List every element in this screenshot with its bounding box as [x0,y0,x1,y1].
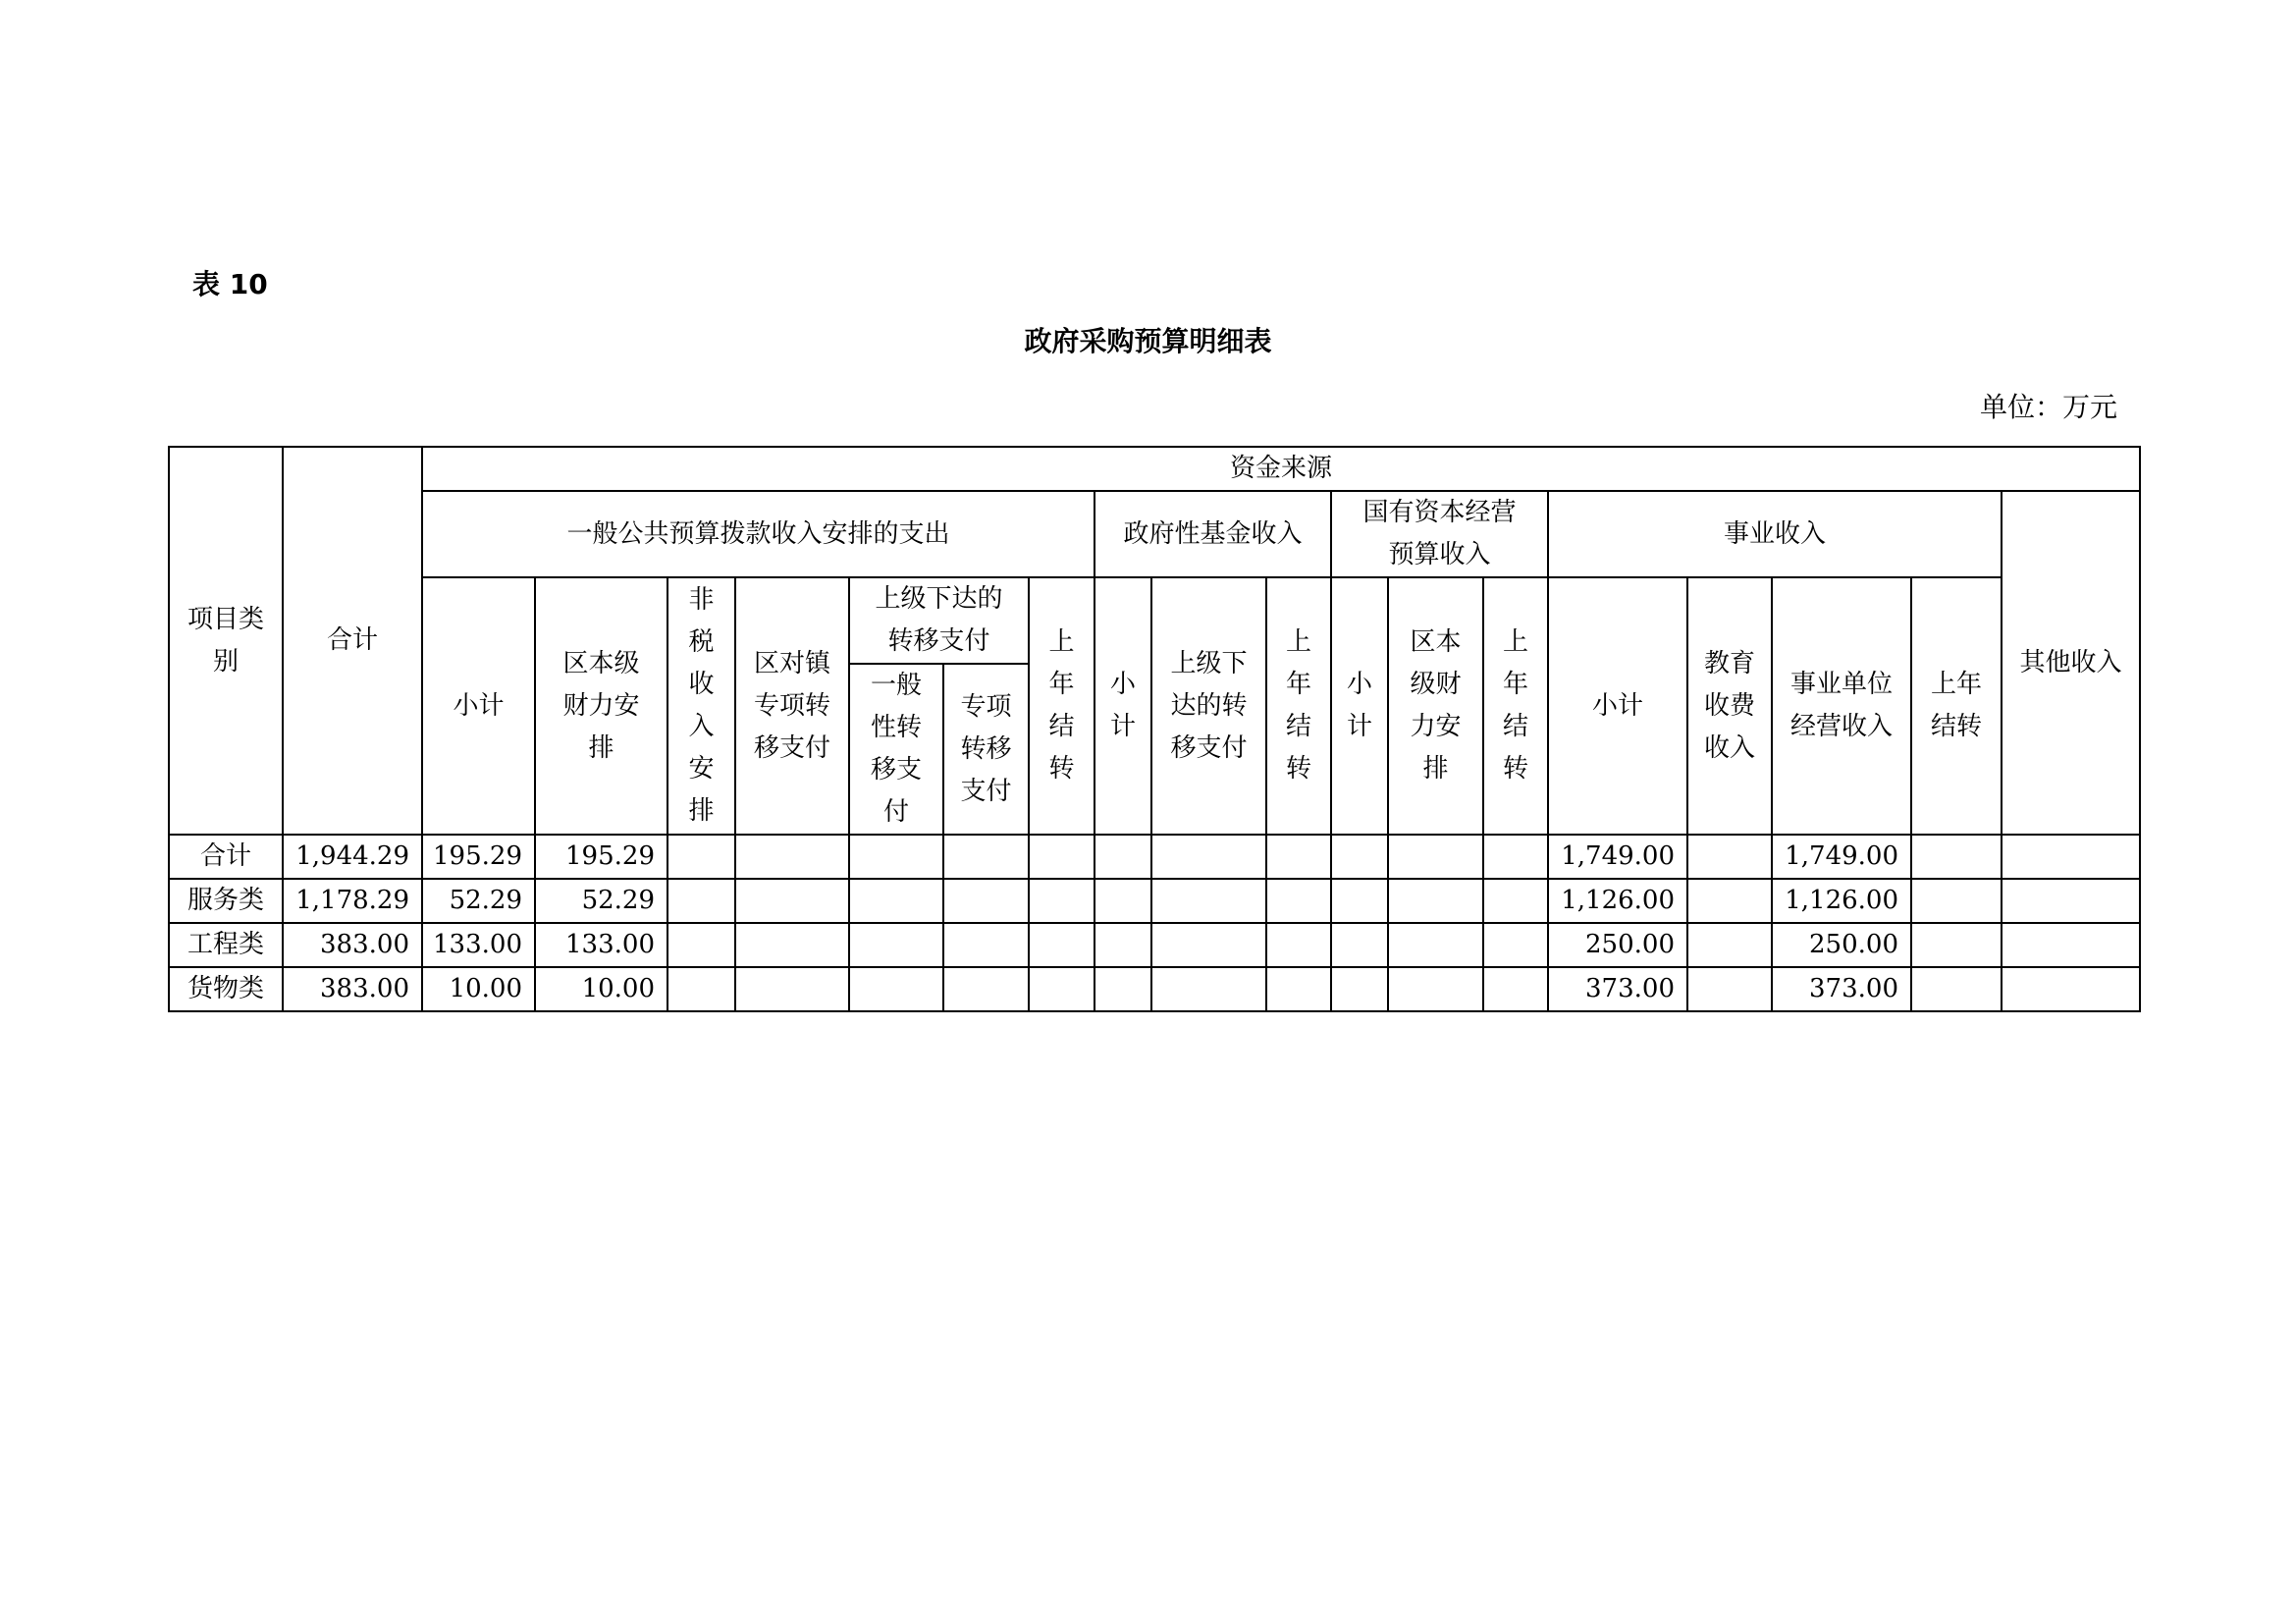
cell-sc-carryover [1483,967,1548,1011]
cell-category: 工程类 [169,923,283,967]
cell-gb-district: 195.29 [535,835,667,879]
cell-bi-operating: 1,126.00 [1772,879,1911,923]
cell-gb-upper-general [849,923,943,967]
cell-bi-subtotal: 373.00 [1548,967,1687,1011]
header-general-budget: 一般公共预算拨款收入安排的支出 [422,491,1095,577]
procurement-budget-table [168,446,2141,1012]
cell-bi-education [1687,835,1772,879]
cell-total: 1,944.29 [283,835,422,879]
cell-gb-subtotal: 10.00 [422,967,535,1011]
cell-bi-education [1687,879,1772,923]
cell-gb-carryover [1029,879,1095,923]
cell-sc-carryover [1483,923,1548,967]
cell-sc-subtotal [1331,879,1388,923]
cell-gb-upper-special [943,879,1029,923]
header-bi-subtotal: 小计 [1548,577,1687,835]
header-gb-upper-special: 专项转移支付 [943,664,1029,835]
cell-gb-town [735,967,849,1011]
cell-sc-subtotal [1331,967,1388,1011]
header-gb-subtotal: 小计 [422,577,535,835]
header-business-income: 事业收入 [1548,491,2002,577]
unit-label: 单位：万元 [1979,391,2117,423]
cell-bi-carryover [1911,923,2002,967]
header-category: 项目类别 [169,447,283,835]
cell-gb-district: 133.00 [535,923,667,967]
cell-gf-upper [1151,967,1266,1011]
header-other-income: 其他收入 [2002,491,2140,835]
cell-gb-upper-general [849,967,943,1011]
cell-sc-district [1388,923,1483,967]
cell-gf-subtotal [1095,835,1151,879]
header-gb-carryover: 上年结转 [1029,577,1095,835]
cell-gb-subtotal: 195.29 [422,835,535,879]
cell-gb-subtotal: 52.29 [422,879,535,923]
header-gb-district: 区本级财力安排 [535,577,667,835]
table-row [169,923,2140,967]
header-bi-education: 教育收费收入 [1687,577,1772,835]
header-gb-nontax: 非税收入安排 [667,577,735,835]
cell-gb-district: 52.29 [535,879,667,923]
cell-bi-carryover [1911,967,2002,1011]
cell-total: 383.00 [283,967,422,1011]
cell-gf-subtotal [1095,923,1151,967]
cell-bi-subtotal: 1,749.00 [1548,835,1687,879]
cell-sc-subtotal [1331,923,1388,967]
header-gb-upper-general: 一般性转移支付 [849,664,943,835]
table-row [169,879,2140,923]
header-gb-upper: 上级下达的转移支付 [849,577,1029,664]
table-number: 表 10 [192,268,268,300]
cell-gb-upper-general [849,879,943,923]
cell-gb-district: 10.00 [535,967,667,1011]
cell-category: 合计 [169,835,283,879]
cell-sc-district [1388,835,1483,879]
cell-gf-subtotal [1095,967,1151,1011]
cell-gf-upper [1151,923,1266,967]
cell-gb-nontax [667,835,735,879]
cell-sc-subtotal [1331,835,1388,879]
cell-other-income [2002,923,2140,967]
header-bi-carryover: 上年结转 [1911,577,2002,835]
cell-gb-nontax [667,923,735,967]
cell-bi-operating: 373.00 [1772,967,1911,1011]
cell-bi-subtotal: 1,126.00 [1548,879,1687,923]
header-sc-subtotal: 小计 [1331,577,1388,835]
cell-gb-upper-special [943,967,1029,1011]
cell-sc-carryover [1483,879,1548,923]
cell-gf-carryover [1266,879,1331,923]
header-sc-district: 区本级财力安排 [1388,577,1483,835]
table-row [169,835,2140,879]
cell-gf-carryover [1266,923,1331,967]
cell-gf-upper [1151,835,1266,879]
cell-other-income [2002,835,2140,879]
header-gf-subtotal: 小计 [1095,577,1151,835]
cell-total: 383.00 [283,923,422,967]
cell-gb-upper-special [943,835,1029,879]
cell-bi-education [1687,967,1772,1011]
cell-bi-education [1687,923,1772,967]
page-title: 政府采购预算明细表 [1024,325,1272,357]
cell-gb-town [735,835,849,879]
header-bi-operating: 事业单位经营收入 [1772,577,1911,835]
cell-category: 货物类 [169,967,283,1011]
header-funding-source: 资金来源 [422,447,2140,491]
cell-gb-nontax [667,879,735,923]
cell-sc-district [1388,879,1483,923]
cell-gb-upper-special [943,923,1029,967]
cell-gb-town [735,879,849,923]
cell-gb-carryover [1029,967,1095,1011]
header-gf-upper: 上级下达的转移支付 [1151,577,1266,835]
cell-gf-carryover [1266,835,1331,879]
header-gov-fund: 政府性基金收入 [1095,491,1331,577]
cell-gf-carryover [1266,967,1331,1011]
cell-gb-town [735,923,849,967]
header-total: 合计 [283,447,422,835]
cell-other-income [2002,967,2140,1011]
cell-bi-operating: 250.00 [1772,923,1911,967]
cell-bi-carryover [1911,879,2002,923]
cell-gb-upper-general [849,835,943,879]
cell-category: 服务类 [169,879,283,923]
header-sc-carryover: 上年结转 [1483,577,1548,835]
table-row [169,967,2140,1011]
cell-total: 1,178.29 [283,879,422,923]
header-state-capital: 国有资本经营预算收入 [1331,491,1548,577]
cell-other-income [2002,879,2140,923]
cell-gf-subtotal [1095,879,1151,923]
cell-gf-upper [1151,879,1266,923]
cell-sc-carryover [1483,835,1548,879]
cell-bi-subtotal: 250.00 [1548,923,1687,967]
cell-sc-district [1388,967,1483,1011]
cell-gb-carryover [1029,835,1095,879]
cell-bi-operating: 1,749.00 [1772,835,1911,879]
cell-gb-subtotal: 133.00 [422,923,535,967]
cell-bi-carryover [1911,835,2002,879]
header-gf-carryover: 上年结转 [1266,577,1331,835]
header-gb-town: 区对镇专项转移支付 [735,577,849,835]
cell-gb-carryover [1029,923,1095,967]
cell-gb-nontax [667,967,735,1011]
